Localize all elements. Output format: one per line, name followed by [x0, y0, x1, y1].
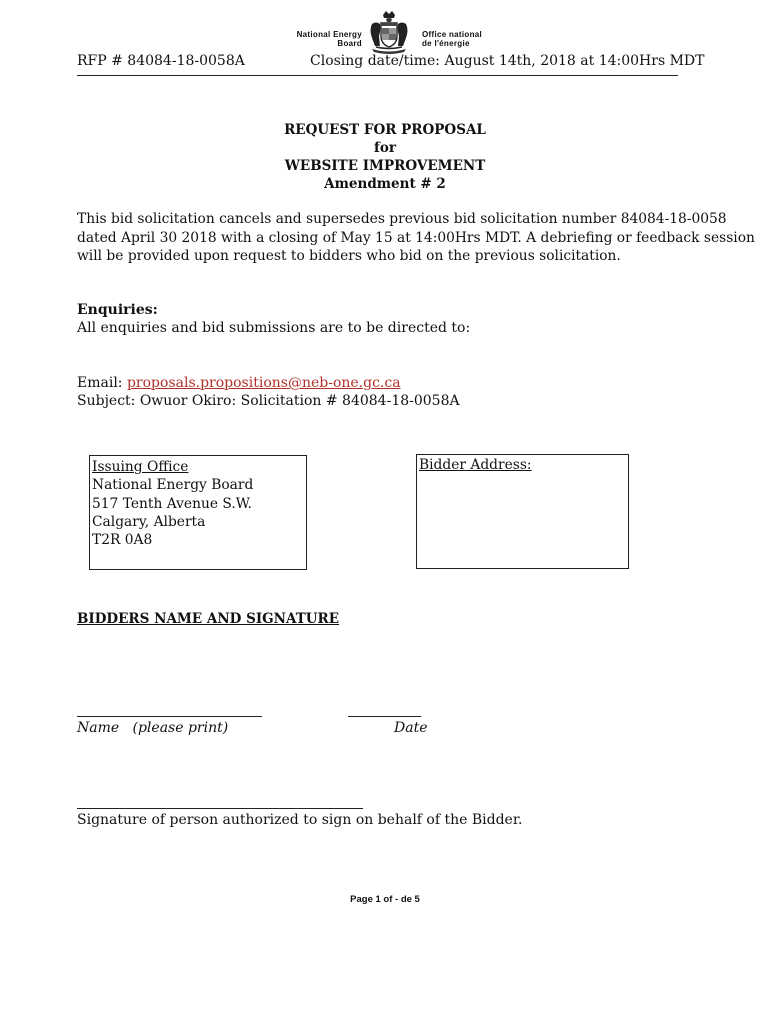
email-link[interactable]: proposals.propositions@neb-one.gc.ca: [126, 375, 401, 391]
intro-paragraph: [77, 210, 755, 266]
subject-line: Subject: Owuor Okiro: Solicitation # 84084-18-0058A: [77, 393, 460, 409]
bidder-address-box[interactable]: [416, 454, 629, 569]
date-label: Date: [394, 720, 428, 736]
issuing-office-line-1: National Energy Board: [92, 477, 254, 494]
issuing-office-line-3: Calgary, Alberta: [92, 513, 206, 530]
closing-date: Closing date/time: August 14th, 2018 at 14:00Hrs MDT: [310, 53, 705, 69]
name-label: Name (please print): [77, 720, 229, 736]
email-label: Email:: [77, 375, 127, 391]
enquiries-text: All enquiries and bid submissions are to be directed to:: [77, 320, 471, 336]
intro-line-1: This bid solicitation cancels and supersedes previous bid solicitation number 84084-18-0058: [77, 211, 727, 227]
title-line-3: WEBSITE IMPROVEMENT: [284, 158, 486, 174]
intro-line-2: dated April 30 2018 with a closing of May 15 at 14:00Hrs MDT. A debriefing or feedback session: [77, 229, 755, 246]
email-line: [77, 375, 401, 391]
intro-line-3: will be provided upon request to bidders who bid on the previous solicitation.: [77, 248, 621, 264]
logo-text-french: [422, 30, 522, 48]
name-signature-line[interactable]: [77, 716, 262, 717]
logo-french-line-1: Office national: [422, 30, 483, 39]
bidder-address-heading: Bidder Address:: [419, 457, 532, 473]
page-number: Page 1 of - de 5: [350, 894, 420, 905]
signature-label: Signature of person authorized to sign on behalf of the Bidder.: [77, 812, 523, 828]
date-signature-line[interactable]: [348, 716, 421, 717]
title-line-1: REQUEST FOR PROPOSAL: [284, 122, 486, 138]
logo-text-english: [270, 30, 362, 48]
rfp-number: RFP # 84084-18-0058A: [77, 53, 245, 69]
header-divider: [77, 75, 678, 76]
issuing-office-heading: Issuing Office: [92, 459, 189, 475]
bidders-name-signature-heading: BIDDERS NAME AND SIGNATURE: [77, 611, 340, 627]
document-title: [77, 121, 693, 193]
enquiries-heading: Enquiries:: [77, 302, 158, 318]
logo-french-line-2: de l'énergie: [422, 39, 470, 48]
logo-english-line-2: Board: [337, 39, 362, 48]
issuing-office-line-4: T2R 0A8: [92, 532, 153, 549]
title-line-2: for: [374, 140, 396, 156]
issuing-office-box: [89, 455, 307, 570]
issuing-office-line-2: 517 Tenth Avenue S.W.: [92, 495, 252, 512]
title-line-4: Amendment # 2: [324, 176, 446, 192]
authorized-signature-line[interactable]: [77, 808, 363, 809]
coat-of-arms-icon: [366, 10, 412, 54]
logo-english-line-1: National Energy: [296, 30, 362, 39]
